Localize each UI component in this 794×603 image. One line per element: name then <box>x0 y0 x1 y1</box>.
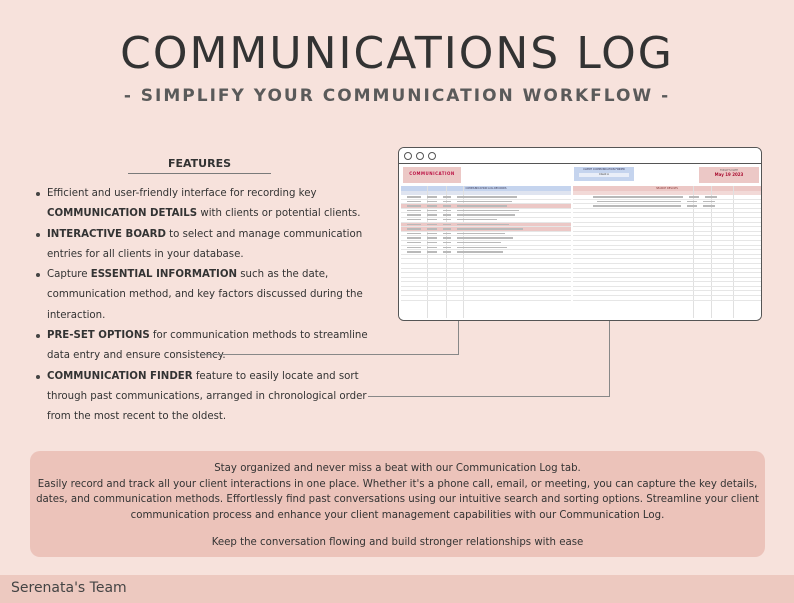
info-body: Easily record and track all your client interactions in one place. Whether it's a phone call, email, or meeting, you can capture the key details, dates, and communication methods. Effortlessly find past conversations using our intuitive search and sorting options. Streamline your client communication process and enhance your client management capabilities with our Communication Log. <box>36 478 759 521</box>
communication-finder: CLIENT COMMUNICATION FINDER Client A <box>574 167 634 181</box>
log-records-table: COMMUNICATION LOG RECORDS <box>401 186 571 318</box>
brand-name: Serenata's Team <box>11 580 127 596</box>
connector-line <box>202 354 458 355</box>
feature-item: PRE-SET OPTIONS for communication methods to streamline data entry and ensure consistency. <box>34 326 374 367</box>
sheet-logo: COMMUNICATION <box>403 167 461 183</box>
window-dot-icon <box>404 152 412 160</box>
page-subtitle: - SIMPLIFY YOUR COMMUNICATION WORKFLOW - <box>123 86 671 106</box>
connector-line <box>368 396 610 397</box>
feature-item: Capture ESSENTIAL INFORMATION such as the date, communication method, and key factors discussed during the interaction. <box>34 265 374 326</box>
feature-item: Efficient and user-friendly interface for recording key COMMUNICATION DETAILS with clients or potential clients. <box>34 184 374 225</box>
window-titlebar <box>399 148 761 164</box>
window-dot-icon <box>416 152 424 160</box>
search-results-table: SEARCH RESULTS <box>573 186 761 318</box>
feature-item: INTERACTIVE BOARD to select and manage communication entries for all clients in your database. <box>34 225 374 266</box>
info-closing: Keep the conversation flowing and build stronger relationships with ease <box>211 537 584 548</box>
feature-item: COMMUNICATION FINDER feature to easily locate and sort through past communications, arranged in chronological order from the most recent to the oldest. <box>34 367 374 428</box>
info-panel <box>30 451 765 557</box>
info-lead: Stay organized and never miss a beat with our Communication Log tab. <box>214 463 581 474</box>
window-dot-icon <box>428 152 436 160</box>
footer <box>0 575 794 603</box>
features-heading: FEATURES <box>128 157 271 174</box>
todays-date: TODAY'S DATE May 19 2023 <box>699 167 759 183</box>
features-list <box>34 184 374 428</box>
page-title: COMMUNICATIONS LOG <box>120 28 674 79</box>
spreadsheet-preview <box>399 164 761 320</box>
app-preview-window <box>398 147 762 321</box>
